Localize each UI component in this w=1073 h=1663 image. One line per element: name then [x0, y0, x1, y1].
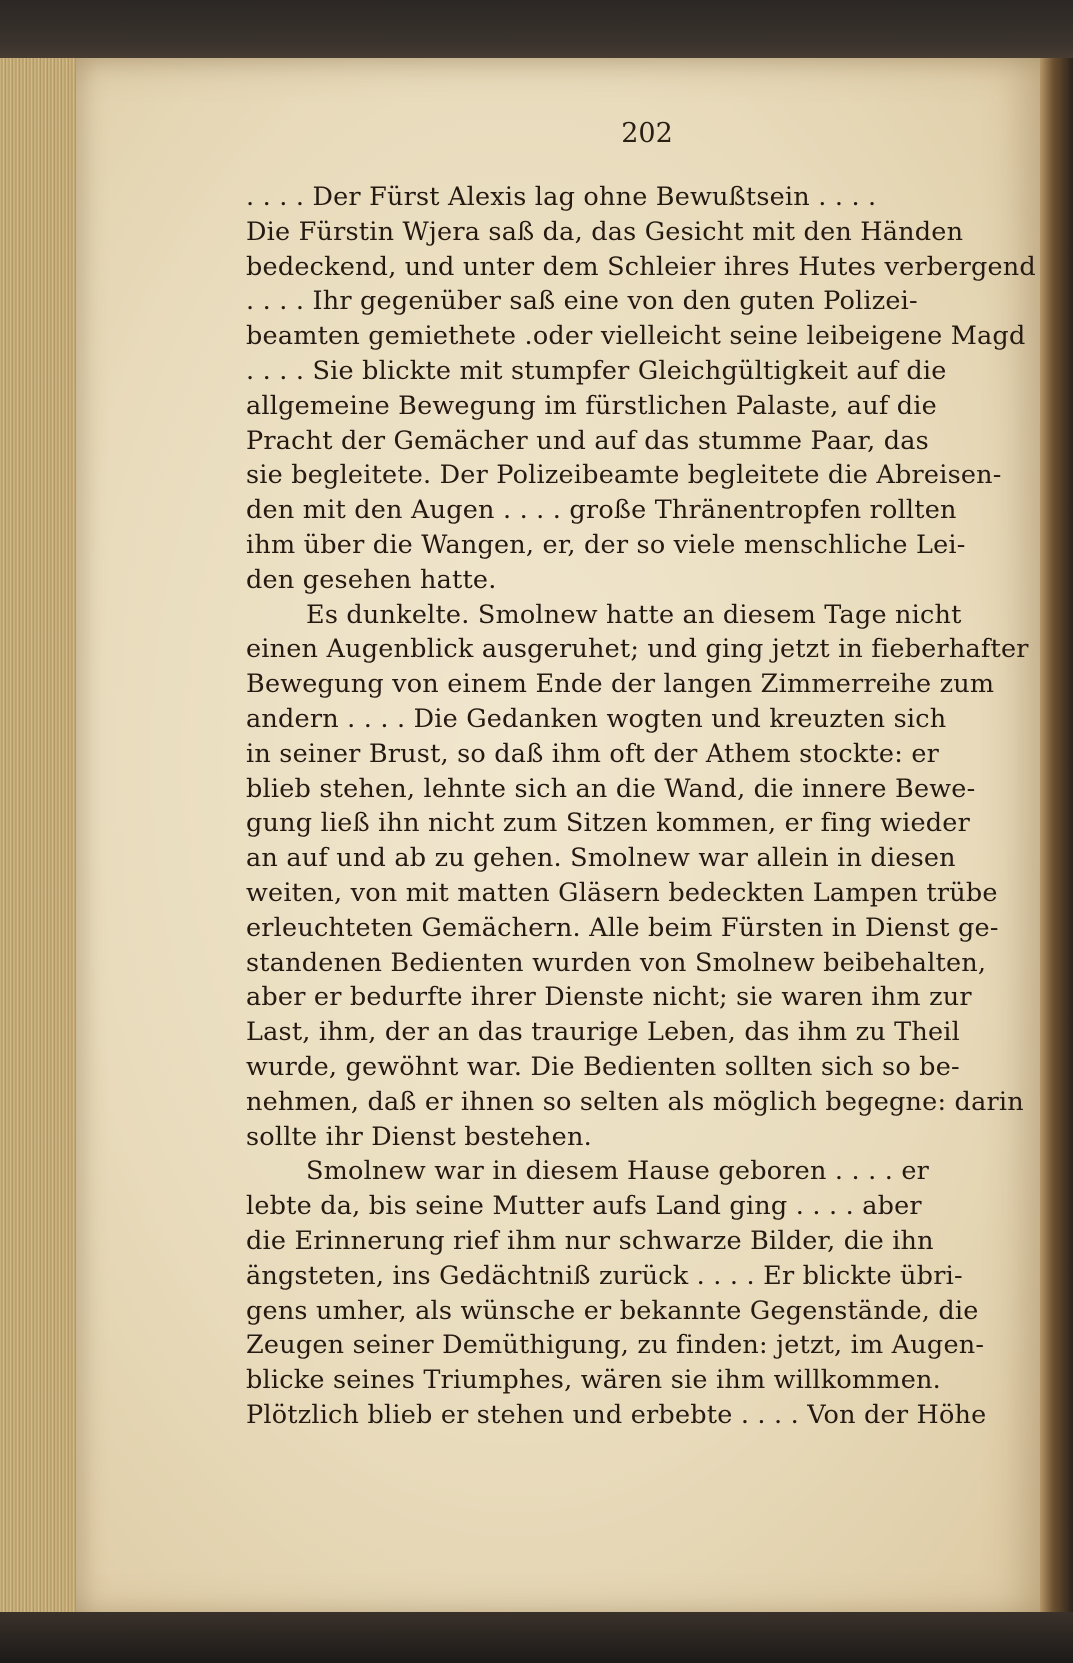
text-line: an auf und ab zu gehen. Smolnew war allein in diesen: [246, 843, 956, 874]
text-line: sollte ihr Dienst bestehen.: [246, 1121, 592, 1152]
text-line: nehmen, daß er ihnen so selten als möglich begegne: darin: [246, 1086, 1024, 1117]
text-line: erleuchteten Gemächern. Alle beim Fürsten in Dienst ge-: [246, 912, 999, 943]
text-line: blicke seines Triumphes, wären sie ihm willkommen.: [246, 1365, 941, 1396]
text-line: Last, ihm, der an das traurige Leben, das ihm zu Theil: [246, 1017, 960, 1048]
text-line: . . . . Ihr gegenüber saß eine von den guten Polizei-: [246, 286, 918, 317]
page-edges: [0, 58, 80, 1618]
text-line: blieb stehen, lehnte sich an die Wand, die innere Bewe-: [246, 773, 976, 804]
text-line: in seiner Brust, so daß ihm oft der Athem stockte: er: [246, 738, 939, 769]
text-line: den gesehen hatte.: [246, 564, 497, 595]
book-cover-top: [0, 0, 1073, 62]
text-line: Smolnew war in diesem Hause geboren . . . . er: [306, 1156, 930, 1187]
text-line: aber er bedurfte ihrer Dienste nicht; sie waren ihm zur: [246, 982, 972, 1013]
text-line: Plötzlich blieb er stehen und erbebte . . . . Von der Höhe: [246, 1399, 987, 1430]
text-line: allgemeine Bewegung im fürstlichen Palaste, auf die: [246, 390, 937, 421]
text-line: . . . . Der Fürst Alexis lag ohne Bewußtsein . . . .: [246, 182, 877, 212]
text-line: Pracht der Gemächer und auf das stumme Paar, das: [246, 425, 929, 456]
text-line: . . . . Sie blickte mit stumpfer Gleichgültigkeit auf die: [246, 355, 947, 386]
book-cover-bottom: [0, 1612, 1073, 1663]
text-line: gens umher, als wünsche er bekannte Gegenstände, die: [246, 1295, 979, 1326]
text-line: standenen Bedienten wurden von Smolnew beibehalten,: [246, 947, 987, 978]
text-line: sie begleitete. Der Polizeibeamte begleitete die Abreisen-: [246, 460, 1002, 491]
text-line: einen Augenblick ausgeruhet; und ging jetzt in fieberhafter: [246, 634, 1029, 665]
body-text: [246, 180, 1046, 1433]
text-line: beamten gemiethete .oder vielleicht seine leibeigene Magd: [246, 321, 1026, 352]
text-line: Es dunkelte. Smolnew hatte an diesem Tage nicht: [306, 599, 962, 630]
text-line: lebte da, bis seine Mutter aufs Land ging . . . . aber: [246, 1191, 922, 1222]
text-line: Die Fürstin Wjera saß da, das Gesicht mit den Händen: [246, 216, 964, 247]
text-line: Zeugen seiner Demüthigung, zu finden: jetzt, im Augen-: [246, 1330, 985, 1361]
page-number: 202: [621, 118, 673, 149]
text-line: ihm über die Wangen, er, der so viele menschliche Lei-: [246, 529, 966, 560]
text-line: weiten, von mit matten Gläsern bedeckten Lampen trübe: [246, 877, 998, 908]
text-line: bedeckend, und unter dem Schleier ihres Hutes verbergend: [246, 251, 1036, 282]
text-line: den mit den Augen . . . . große Thränentropfen rollten: [246, 495, 957, 526]
text-line: die Erinnerung rief ihm nur schwarze Bilder, die ihn: [246, 1225, 934, 1256]
text-line: ängsteten, ins Gedächtniß zurück . . . . Er blickte übri-: [246, 1260, 963, 1291]
text-line: Bewegung von einem Ende der langen Zimmerreihe zum: [246, 669, 995, 700]
text-line: wurde, gewöhnt war. Die Bedienten sollten sich so be-: [246, 1051, 960, 1082]
text-line: andern . . . . Die Gedanken wogten und kreuzten sich: [246, 703, 947, 734]
text-line: gung ließ ihn nicht zum Sitzen kommen, er fing wieder: [246, 808, 970, 839]
